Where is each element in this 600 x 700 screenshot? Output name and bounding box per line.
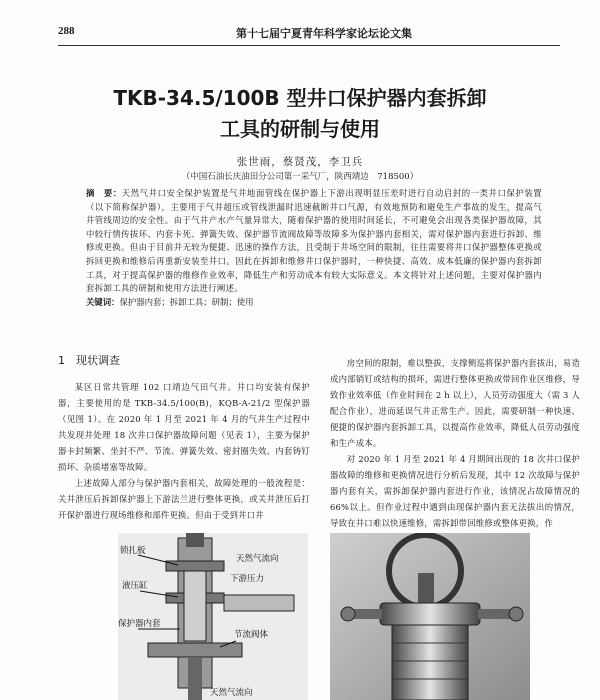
paragraph: 房空间的限制，难以整拔，支撑侧巡将保护器内套拔出，易造成内部销钉或结构的损坏，需进行整体更换或带回作业区维修，导致作业效率低（作业时间在 2 h 以上），人员劳动强度大（需 3 人配合作业），进而延误气井正常生产。因此，需要研制一种快速、便捷的保护器内套拆卸工具，以提高作业效率，降低人员劳动强度和生产成本。 (330, 358, 580, 448)
schematic-diagram (118, 533, 308, 700)
keywords-text: 保护器内套；拆卸工具；研制；使用 (119, 297, 254, 307)
label-lock-plate: 锁扎板 (120, 546, 146, 556)
device-photo (330, 533, 530, 700)
section-heading: 1 现状调查 (58, 354, 120, 367)
label-downstream-pressure: 下游压力 (230, 574, 265, 584)
paper-title-line1: TKB-34.5/100B 型井口保护器内套拆卸 (113, 86, 487, 110)
keywords-label: 关键词： (86, 297, 120, 307)
figure-schematic (118, 533, 308, 700)
journal-header: 第十七届宁夏青年科学家论坛论文集 (236, 27, 412, 40)
abstract-text: 天然气井口安全保护装置是气井地面管线在保护器上下游出现明显压差时进行自动启封的一类井口保护装置（以下简称保护器），主要用于气井超压或管线泄漏时迅速截断井口气源，有效地预防和避免生产事故的发生，提高气井管线周边的安全性。由于气井产水产气量异常大，随着保护器的使用时间延长，不可避免会出现各类保护器故障，其中较行情传拔环、内套卡死、弹簧失效、保护器节流阀故障等故障多为保护器内套相关，需对保护器内套进行拆卸、维修或更换。但由于目前并无较为便捷、迅速的操作方法，且受制于井场空间的限制，往往需要将井口保护器整体更换或拆回更换和维修后再重新安装至井口。因此在拆卸和维修井口保护器时，一种快捷、高效、成本低廉的保护器内套拆卸工具，对于提高保护器的维修作业效率，降低生产和劳动成本有较大实际意义。本文将针对上述问题，主要对保护器内套拆卸工具的研制和使用方法进行阐述。 (86, 188, 542, 294)
label-hydraulic-cylinder: 液压缸 (122, 581, 148, 591)
right-column (330, 355, 580, 531)
paragraph: 对 2020 年 1 月至 2021 年 4 月期间出现的 18 次井口保护器故障的维修和更换情况进行分析后发现，其中 12 次故障与保护器内套有关，需拆卸保护器内套进行作业，该情况占故障情况的 66%以上。但作业过程中遇到由现保护器内套无法拔出的情况，导致在井口难以快速维修，需拆卸带回维修或整体更换，作 (330, 454, 580, 528)
label-throttle-valve: 节流阀体 (234, 630, 269, 640)
authors: 张世雨，蔡贤茂，李卫兵 (236, 156, 364, 168)
label-inner-sleeve: 保护器内套 (118, 619, 161, 629)
label-gas-flow-lower: 天然气流向 (210, 688, 253, 698)
header-rule (58, 45, 560, 46)
paragraph: 上述故障人部分与保护器内套相关，故障处理的一般流程是：关井泄压后拆卸保护器上下游法兰进行整体更换，或关井泄压后打开保护器进行现场维修和部件更换。但由于受到井口井 (58, 478, 310, 520)
paper-title-line2: 工具的研制与使用 (220, 117, 380, 141)
page-number: 288 (58, 25, 75, 37)
label-gas-flow-upper: 天然气流向 (236, 554, 279, 564)
keywords (86, 296, 542, 308)
figure-photo (330, 533, 530, 700)
abstract-label: 摘 要： (86, 188, 122, 198)
abstract (86, 187, 542, 296)
paragraph: 某区日常共管理 102 口靖边气田气井。井口均安装有保护器，主要使用的是 TKB-34.5/100(B)，KQB-A-21/2 型保护器（见图 1）。在 2020 年 1 月至 2021 年 4 月的气井生产过程中共发现井处理 18 次井口保护器故障问题（见表 1），主要为保护器卡封频繁、坐封不严、节流、弹簧失效、密封圈失效、内套铸钉损坏、杂质堵塞等故障。 (58, 382, 310, 472)
affiliation: （中国石油长庆油田分公司第一采气厂，陕西靖边 718500） (181, 172, 419, 182)
left-column (58, 379, 310, 523)
